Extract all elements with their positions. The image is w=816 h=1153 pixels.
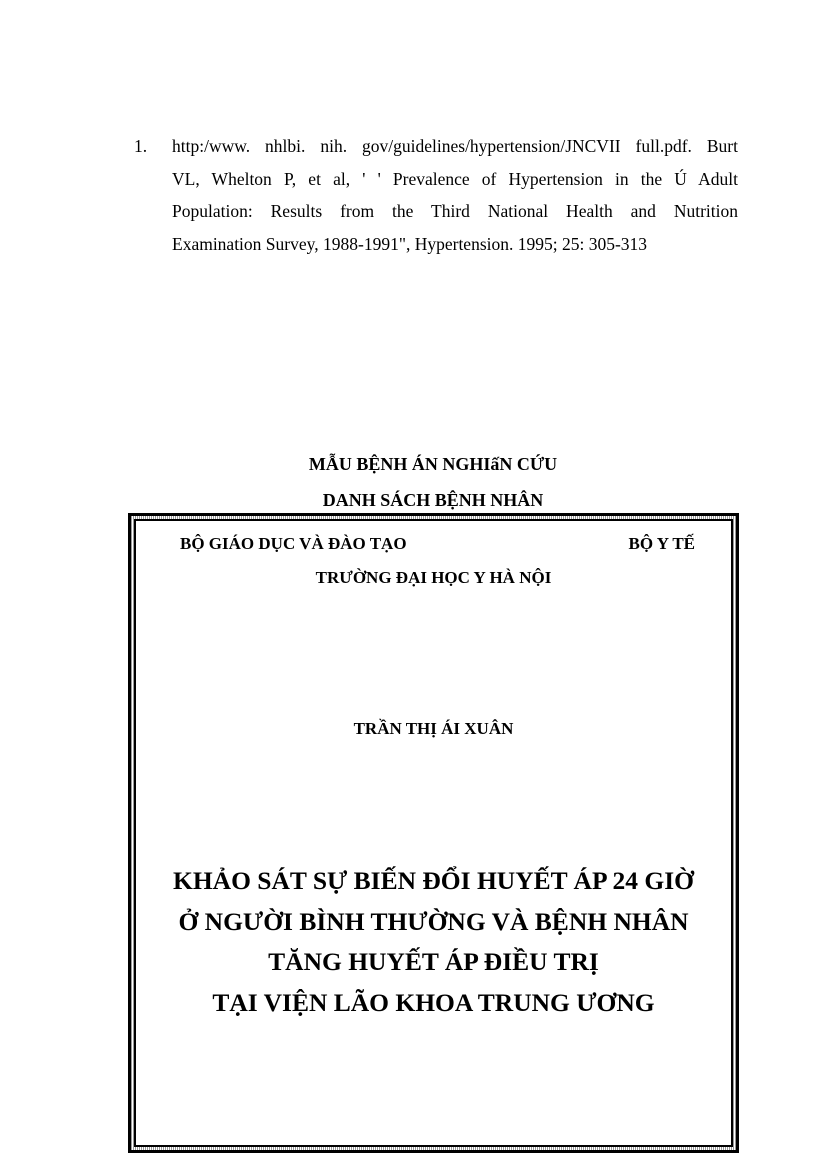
ministry-health: BỘ Y TẾ: [628, 534, 695, 553]
school-name: TRƯỜNG ĐẠI HỌC Y HÀ NỘI: [315, 568, 552, 587]
list-title: DANH SÁCH BỆNH NHÂN: [322, 490, 544, 510]
reference-text: [172, 130, 738, 260]
thesis-title: [136, 861, 731, 1023]
author-name: TRẦN THỊ ÁI XUÂN: [353, 719, 514, 738]
reference-line: Examination Survey, 1988-1991", Hypertension. 1995; 25: 305-313: [172, 233, 648, 254]
thesis-title-line: TĂNG HUYẾT ÁP ĐIỀU TRỊ: [268, 947, 599, 976]
thesis-title-line: TẠI VIỆN LÃO KHOA TRUNG ƯƠNG: [212, 987, 655, 1017]
thesis-title-line: Ở NGƯỜI BÌNH THƯỜNG VÀ BỆNH NHÂN: [178, 906, 689, 936]
form-title: MẪU BỆNH ÁN NGHIấN CỨU: [308, 454, 558, 474]
reference-number: 1.: [134, 136, 148, 156]
reference-entry: [134, 130, 738, 260]
ministry-education: BỘ GIÁO DỤC VÀ ĐÀO TẠO: [180, 534, 407, 553]
reference-line: Population: Results from the Third National Health and Nutrition: [172, 201, 738, 221]
cover-page-frame: [128, 513, 739, 1153]
reference-line: http:/www. nhlbi. nih. gov/guidelines/hypertension/JNCVII full.pdf. Burt: [172, 136, 738, 156]
cover-page: [134, 519, 733, 1147]
thesis-title-line: KHẢO SÁT SỰ BIẾN ĐỔI HUYẾT ÁP 24 GIỜ: [173, 866, 694, 895]
reference-line: VL, Whelton P, et al, ' ' Prevalence of Hypertension in the Ú Adult: [172, 168, 738, 189]
